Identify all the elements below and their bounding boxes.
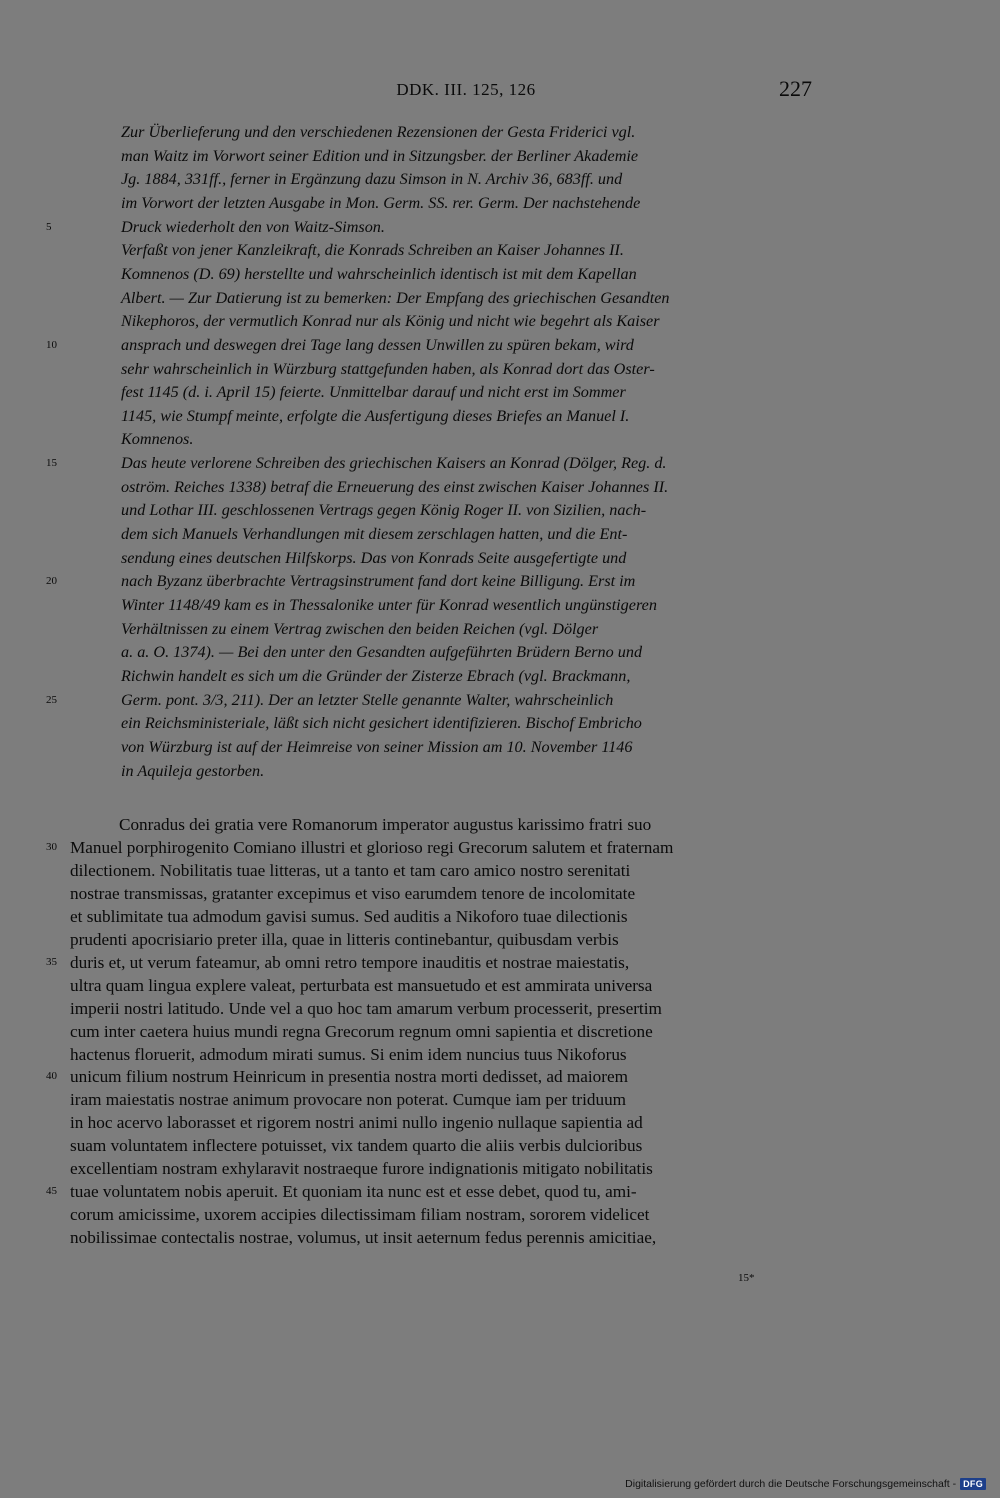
line-number: 45 [46, 1185, 57, 1198]
page-header [120, 76, 812, 106]
intro-line [0, 499, 1000, 523]
line-text: nobilissimae contectalis nostrae, volumus, ut insit aeternum fedus perennis amicitiae, [70, 1228, 657, 1248]
intro-line [0, 523, 1000, 547]
line-text: hactenus floruerit, admodum mirati sumus. Si enim idem nuncius tuus Nikoforus [70, 1044, 627, 1064]
page-number: 227 [779, 76, 812, 101]
line-text: a. a. O. 1374). — Bei den unter den Gesandten aufgeführten Brüdern Berno und [121, 643, 643, 662]
line-text: dilectionem. Nobilitatis tuae litteras, ut a tanto et tam caro amico nostro serenitati [70, 860, 631, 880]
intro-line [0, 405, 1000, 429]
line-text: sehr wahrscheinlich in Würzburg stattgefunden haben, als Konrad dort das Oster- [121, 359, 655, 378]
intro-line [0, 665, 1000, 689]
body-line [0, 1065, 1000, 1089]
body-line [0, 1020, 1000, 1044]
intro-line [0, 618, 1000, 642]
body-line [0, 813, 1000, 837]
body-line [0, 928, 1000, 952]
line-text: Druck wiederholt den von Waitz-Simson. [121, 217, 385, 236]
intro-line [0, 570, 1000, 594]
body-line [0, 1134, 1000, 1158]
body-line [0, 1157, 1000, 1181]
funding-text: Digitalisierung gefördert durch die Deutsche Forschungsgemeinschaft - [625, 1478, 957, 1490]
intro-line [0, 192, 1000, 216]
body-line [0, 974, 1000, 998]
intro-line [0, 287, 1000, 311]
intro-line [0, 689, 1000, 713]
line-text: iram maiestatis nostrae animum provocare non poterat. Cumque iam per triduum [70, 1090, 627, 1110]
line-text: nostrae transmissas, gratanter excepimus et viso earumdem tenore de incolomitate [70, 883, 636, 903]
line-text: in hoc acervo laborasset et rigorem nostri animi nullo ingenio nullaque sapientia ad [70, 1113, 643, 1133]
line-text: man Waitz im Vorwort seiner Edition und in Sitzungsber. der Berliner Akademie [121, 146, 639, 165]
line-text: ein Reichsministeriale, läßt sich nicht gesichert identifizieren. Bischof Embricho [121, 714, 642, 733]
intro-line [0, 263, 1000, 287]
intro-line [0, 334, 1000, 358]
line-text: nach Byzanz überbrachte Vertragsinstrument fand dort keine Billigung. Erst im [121, 572, 636, 591]
intro-line [0, 168, 1000, 192]
line-text: et sublimitate tua admodum gavisi sumus. Sed auditis a Nikoforo tuae dilectionis [70, 906, 628, 926]
line-text: sendung eines deutschen Hilfskorps. Das von Konrads Seite ausgefertigte und [121, 548, 627, 567]
line-text: Winter 1148/49 kam es in Thessalonike unter für Konrad wesentlich ungünstigeren [121, 596, 657, 614]
line-text: Verhältnissen zu einem Vertrag zwischen den beiden Reichen (vgl. Dölger [121, 619, 599, 638]
line-text: Manuel porphirogenito Comiano illustri et glorioso regi Grecorum salutem et fraternam [70, 837, 674, 857]
line-number: 5 [46, 220, 52, 233]
funding-footer [625, 1476, 986, 1492]
body-line [0, 1043, 1000, 1067]
line-text: Zur Überlieferung und den verschiedenen Rezensionen der Gesta Friderici vgl. [121, 123, 636, 141]
line-text: in Aquileja gestorben. [121, 761, 265, 780]
intro-line [0, 381, 1000, 405]
line-number: 30 [46, 840, 57, 853]
body-line [0, 951, 1000, 975]
body-line [0, 1111, 1000, 1135]
line-text: 1145, wie Stumpf meinte, erfolgte die Ausfertigung dieses Briefes an Manuel I. [121, 406, 630, 425]
line-text: Richwin handelt es sich um die Gründer der Zisterze Ebrach (vgl. Brackmann, [121, 666, 631, 685]
line-text: fest 1145 (d. i. April 15) feierte. Unmittelbar darauf und nicht erst im Sommer [121, 383, 626, 402]
line-text: suam voluntatem inflectere potuisset, vix tandem quarto die aliis verbis dulcioribus [70, 1136, 643, 1156]
dfg-logo: DFG [960, 1478, 986, 1490]
body-line [0, 882, 1000, 906]
intro-line [0, 239, 1000, 263]
intro-line [0, 216, 1000, 240]
body-line [0, 859, 1000, 883]
intro-line [0, 594, 1000, 618]
line-number: 35 [46, 955, 57, 968]
running-title: DDK. III. 125, 126 [396, 80, 536, 99]
line-text: imperii nostri latitudo. Unde vel a quo hoc tam amarum verbum processerit, presertim [70, 998, 662, 1018]
line-text: duris et, ut verum fateamur, ab omni retro tempore inauditis et nostrae maiestatis, [70, 952, 630, 972]
line-text: Verfaßt von jener Kanzleikraft, die Konrads Schreiben an Kaiser Johannes II. [121, 241, 624, 260]
line-text: von Würzburg ist auf der Heimreise von seiner Mission am 10. November 1146 [121, 737, 633, 756]
body-line [0, 997, 1000, 1021]
line-text: Komnenos (D. 69) herstellte und wahrscheinlich identisch ist mit dem Kapellan [121, 264, 637, 283]
intro-line [0, 428, 1000, 452]
intro-line [0, 476, 1000, 500]
intro-line [0, 358, 1000, 382]
intro-line [0, 121, 1000, 145]
line-text: Komnenos. [121, 430, 194, 449]
body-line [0, 836, 1000, 860]
line-text: excellentiam nostram exhylaravit nostraeque furore indignationis mitigato nobilitatis [70, 1159, 653, 1179]
body-line [0, 1180, 1000, 1204]
line-text: Nikephoros, der vermutlich Konrad nur als König und nicht wie begehrt als Kaiser [121, 312, 660, 331]
line-text: tuae voluntatem nobis aperuit. Et quoniam ita nunc est et esse debet, quod tu, ami- [70, 1182, 637, 1202]
line-text: oström. Reiches 1338) betraf die Erneuerung des einst zwischen Kaiser Johannes II. [121, 477, 669, 496]
body-line [0, 1226, 1000, 1250]
intro-line [0, 452, 1000, 476]
line-text: im Vorwort der letzten Ausgabe in Mon. Germ. SS. rer. Germ. Der nachstehende [121, 193, 641, 212]
intro-line [0, 641, 1000, 665]
line-text: dem sich Manuels Verhandlungen mit diesem zerschlagen hatten, und die Ent- [121, 525, 628, 544]
intro-line [0, 712, 1000, 736]
line-text: ultra quam lingua explere valeat, perturbata est mansuetudo et est ammirata universa [70, 975, 653, 995]
line-number: 25 [46, 693, 57, 706]
line-number: 10 [46, 338, 57, 351]
line-text: Conradus dei gratia vere Romanorum imperator augustus karissimo fratri suo [119, 815, 652, 834]
line-text: Jg. 1884, 331ff., ferner in Ergänzung dazu Simson in N. Archiv 36, 683ff. und [121, 170, 623, 189]
intro-line [0, 547, 1000, 571]
line-text: Albert. — Zur Datierung ist zu bemerken: Der Empfang des griechischen Gesandten [121, 288, 670, 307]
line-number: 20 [46, 575, 57, 588]
intro-line [0, 760, 1000, 784]
line-text: Das heute verlorene Schreiben des griechischen Kaisers an Konrad (Dölger, Reg. d. [121, 454, 667, 473]
line-text: und Lothar III. geschlossenen Vertrags gegen König Roger II. von Sizilien, nach- [121, 501, 647, 520]
line-text: unicum filium nostrum Heinricum in presentia nostra morti dedisset, ad maiorem [70, 1067, 628, 1087]
line-text: prudenti apocrisiario preter illa, quae in litteris continebantur, quibusdam verbis [70, 929, 619, 949]
body-line [0, 905, 1000, 929]
signature-mark: 15* [738, 1272, 755, 1284]
intro-line [0, 145, 1000, 169]
line-number: 40 [46, 1070, 57, 1083]
body-line [0, 1203, 1000, 1227]
intro-line [0, 310, 1000, 334]
line-text: ansprach und deswegen drei Tage lang dessen Unwillen zu spüren bekam, wird [121, 335, 634, 354]
line-text: cum inter caetera huius mundi regna Grecorum regnum omni sapientia et discretione [70, 1021, 653, 1041]
intro-line [0, 736, 1000, 760]
line-text: Germ. pont. 3/3, 211). Der an letzter Stelle genannte Walter, wahrscheinlich [121, 690, 614, 709]
body-line [0, 1088, 1000, 1112]
line-number: 15 [46, 457, 57, 470]
line-text: corum amicissime, uxorem accipies dilectissimam filiam nostram, sororem videlicet [70, 1205, 650, 1225]
